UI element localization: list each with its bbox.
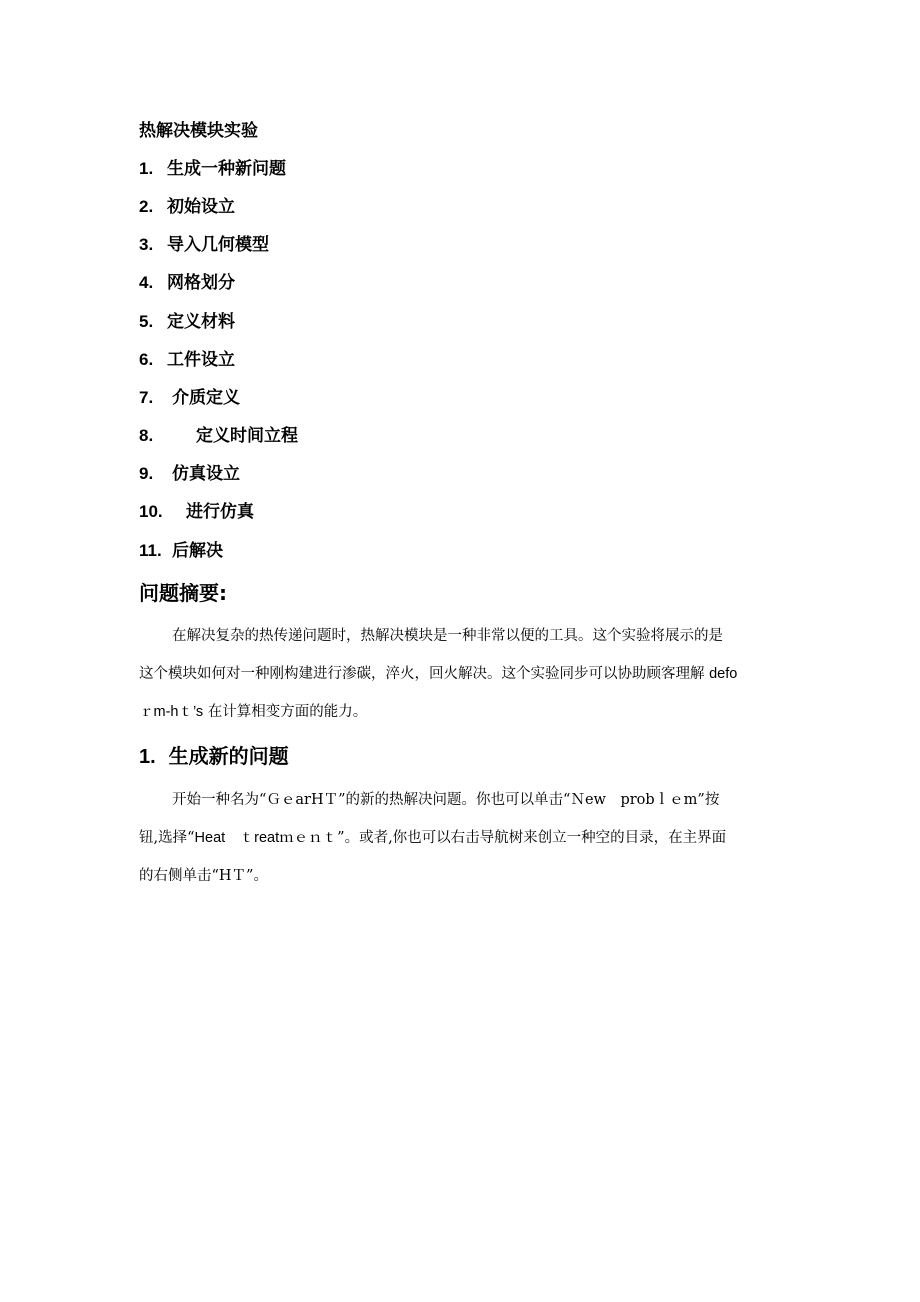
toc-item-text: 生成一种新问题 [167, 159, 286, 179]
section-line: 的右侧单击“HＴ”。 [139, 868, 268, 884]
toc-item-text: 进行仿真 [186, 502, 254, 522]
toc-item-text: 工件设立 [167, 350, 235, 370]
toc-item-number: 5. [139, 312, 154, 331]
toc-item-number: 9. [139, 464, 154, 483]
toc-item-text: 网格划分 [167, 273, 235, 293]
toc-item-number: 11. [139, 541, 162, 560]
toc-item-number: 3. [139, 235, 154, 254]
toc-item-text: 定义材料 [167, 312, 235, 332]
toc-item-number: 6. [139, 350, 154, 369]
toc-item-text: 后解决 [172, 541, 223, 561]
section-title: 生成新的问题 [168, 744, 289, 768]
section-line: 钮,选择“Heat ｔreatｍｅｎｔ”。或者,你也可以右击导航树来创立一种空的目录，在主界面 [139, 830, 727, 846]
toc-item-text: 导入几何模型 [167, 235, 269, 255]
section-paragraph [139, 781, 784, 895]
abstract-paragraph [139, 617, 784, 731]
toc-item-number: 7. [139, 388, 154, 407]
toc-item-number: 2. [139, 197, 154, 216]
section-number: 1. [139, 746, 156, 768]
document-title: 热解决模块实验 [139, 121, 258, 141]
abstract-heading: 问题摘要: [139, 581, 227, 605]
toc-item-number: 1. [139, 159, 154, 178]
toc-item-text: 介质定义 [172, 388, 240, 408]
toc-item-text: 定义时间立程 [196, 426, 298, 446]
abstract-line: 这个模块如何对一种刚构建进行渗碳，淬火，回火解决。这个实验同步可以协助顾客理解 defo [139, 666, 738, 682]
toc-item-number: 8. [139, 426, 154, 445]
section-heading [139, 743, 289, 770]
toc-item-number: 4. [139, 273, 154, 292]
toc-item-text: 初始设立 [167, 197, 235, 217]
section-line: 开始一种名为“ＧｅarHＴ”的新的热解决问题。你也可以单击“Ｎew probｌｅm”按 [172, 792, 720, 808]
abstract-line: ｒm-hｔ’s 在计算相变方面的能力。 [139, 704, 368, 720]
abstract-line: 在解决复杂的热传递问题时，热解决模块是一种非常以便的工具。这个实验将展示的是 [172, 628, 723, 644]
toc-item-text: 仿真设立 [172, 464, 240, 484]
toc-item-number: 10. [139, 502, 163, 521]
